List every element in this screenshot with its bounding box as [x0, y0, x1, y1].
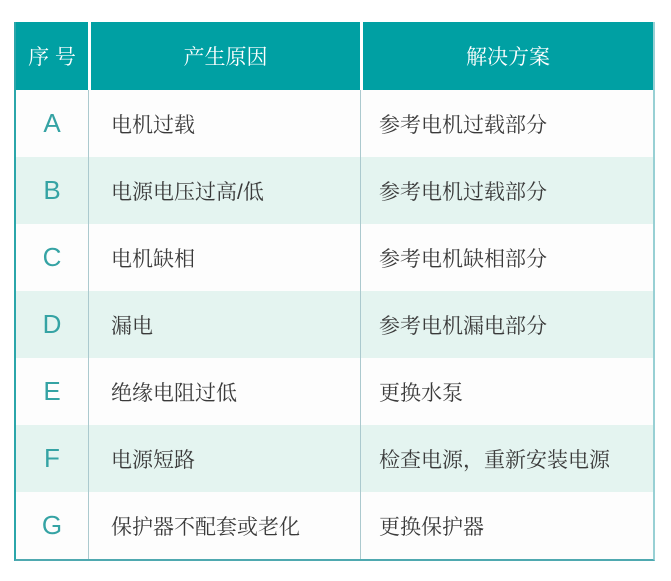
- cell-index: B: [43, 175, 61, 205]
- table-row: [16, 425, 653, 492]
- cell-solution: 参考电机过载部分: [360, 90, 653, 157]
- cell-index: A: [43, 108, 61, 138]
- cell-cause: 绝缘电阻过低: [88, 358, 360, 425]
- table-body: [16, 90, 653, 559]
- cell-cause: 电机过载: [88, 90, 360, 157]
- cell-solution: 检查电源，重新安装电源: [360, 425, 653, 492]
- cell-solution: 更换水泵: [360, 358, 653, 425]
- fault-cause-solution-table: [14, 22, 655, 561]
- cell-solution: 参考电机缺相部分: [360, 224, 653, 291]
- cell-index: E: [43, 376, 61, 406]
- header-cell-index: 序 号: [16, 22, 88, 90]
- cell-index: F: [44, 443, 60, 473]
- table-row: [16, 90, 653, 157]
- table-row: [16, 492, 653, 559]
- header-cell-cause: 产生原因: [88, 22, 360, 90]
- table-header-row: [16, 22, 653, 90]
- cell-cause: 电源电压过高/低: [88, 157, 360, 224]
- table-row: [16, 157, 653, 224]
- cell-cause: 保护器不配套或老化: [88, 492, 360, 559]
- cell-solution: 参考电机漏电部分: [360, 291, 653, 358]
- table-row: [16, 224, 653, 291]
- table-row: [16, 291, 653, 358]
- cell-solution: 更换保护器: [360, 492, 653, 559]
- table-row: [16, 358, 653, 425]
- cell-index: C: [42, 242, 62, 272]
- header-cell-solution: 解决方案: [360, 22, 653, 90]
- cell-solution: 参考电机过载部分: [360, 157, 653, 224]
- cell-cause: 电机缺相: [88, 224, 360, 291]
- cell-cause: 电源短路: [88, 425, 360, 492]
- cell-index: G: [41, 510, 63, 540]
- cell-index: D: [42, 309, 62, 339]
- cell-cause: 漏电: [88, 291, 360, 358]
